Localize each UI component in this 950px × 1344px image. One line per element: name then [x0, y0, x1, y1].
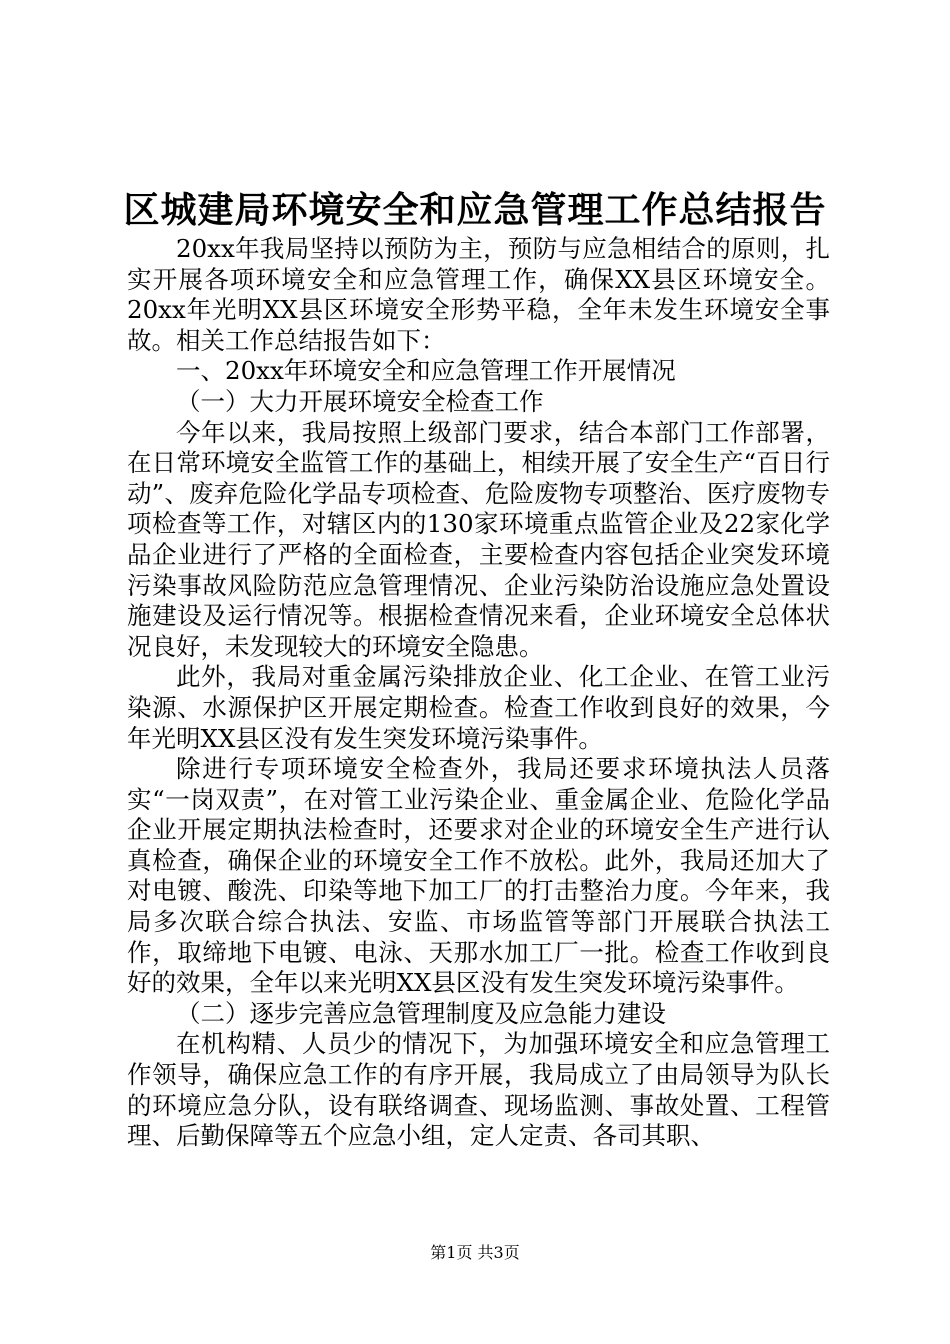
document-title: 区城建局环境安全和应急管理工作总结报告 [123, 189, 827, 231]
document-body [127, 234, 830, 1152]
section-heading-1: 一、20xx年环境安全和应急管理工作开展情况 [176, 356, 676, 386]
paragraph-enforcement: 除进行专项环境安全检查外，我局还要求环境执法人员落实“一岗双责”，在对管工业污染企业、重金属企业、危险化学品企业开展定期执法检查时，还要求对企业的环境安全生产进行认真检查，确保企业的环境安全工作不放松。此外，我局还加大了对电镀、酸洗、印染等地下加工厂的打击整治力度。今年来，我局多次联合综合执法、安监、市场监管等部门开展联合执法工作，取缔地下电镀、电泳、天那水加工厂一批。检查工作收到良好的效果，全年以来光明XX县区没有发生突发环境污染事件。 [127, 754, 830, 998]
subsection-heading-2: （二）逐步完善应急管理制度及应急能力建设 [176, 998, 666, 1028]
paragraph-emergency-team: 在机构精、人员少的情况下，为加强环境安全和应急管理工作领导，确保应急工作的有序开展，我局成立了由局领导为队长的环境应急分队，设有联络调查、现场监测、事故处置、工程管理、后勤保障等五个应急小组，定人定责、各司其职、 [127, 1029, 830, 1151]
subsection-heading-1: （一）大力开展环境安全检查工作 [176, 386, 544, 416]
paragraph-inspection: 今年以来，我局按照上级部门要求，结合本部门工作部署，在日常环境安全监管工作的基础上，相续开展了安全生产“百日行动”、废弃危险化学品专项检查、危险废物专项整治、医疗废物专项检查等工作，对辖区内的130家环境重点监管企业及22家化学品企业进行了严格的全面检查，主要检查内容包括企业突发环境污染事故风险防范应急管理情况、企业污染防治设施应急处置设施建设及运行情况等。根据检查情况来看，企业环境安全总体状况良好，未发现较大的环境安全隐患。 [127, 417, 830, 661]
paragraph-intro: 20xx年我局坚持以预防为主，预防与应急相结合的原则，扎实开展各项环境安全和应急管理工作，确保XX县区环境安全。20xx年光明XX县区环境安全形势平稳，全年未发生环境安全事故。相关工作总结报告如下： [127, 234, 830, 355]
paragraph-regular-checks: 此外，我局对重金属污染排放企业、化工企业、在管工业污染源、水源保护区开展定期检查。检查工作收到良好的效果，今年光明XX县区没有发生突发环境污染事件。 [127, 662, 830, 753]
page-footer: 第1页 共3页 [430, 1243, 520, 1262]
